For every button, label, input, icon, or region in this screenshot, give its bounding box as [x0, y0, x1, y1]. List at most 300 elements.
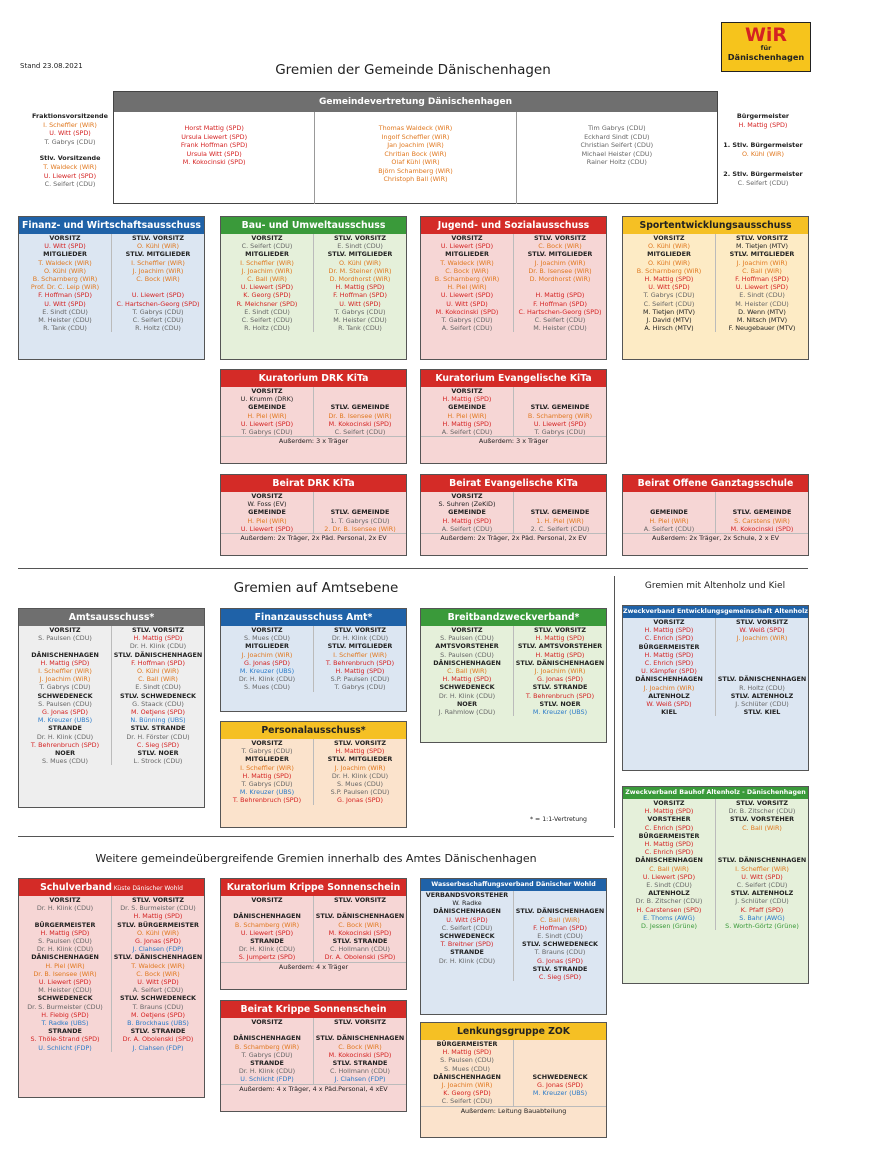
member-name: C. Bock (WiR) — [445, 266, 489, 275]
member-name: Dr. B. Isensee (WiR) — [328, 411, 392, 420]
box-sch — [18, 878, 205, 1098]
member-name: G. Jonas (SPD) — [537, 1081, 583, 1090]
role-label: DÄNISCHENHAGEN — [233, 1034, 301, 1043]
box-column — [221, 896, 313, 962]
role-label: VORSTEHER — [647, 815, 691, 824]
box-title — [19, 609, 204, 626]
member-name: S. Jumpertz (SPD) — [238, 953, 296, 962]
box-title-text: Kuratorium Krippe Sonnenschein — [226, 882, 401, 893]
stlv2-value: C. Seifert (CDU) — [737, 178, 789, 187]
member-name: H. Piel (WiR) — [45, 961, 85, 970]
member-name — [623, 492, 715, 500]
member-name: S. Carstens (WiR) — [734, 516, 790, 525]
member-name — [514, 283, 606, 291]
note: * = 1:1-Vertretung — [530, 816, 587, 823]
member-name — [314, 492, 406, 500]
role-label: STLV. DÄNISCHENHAGEN — [717, 675, 807, 684]
member-name: O. Kühl (WiR) — [339, 258, 381, 267]
member-name: Dr. H. Klink (CDU) — [331, 634, 389, 643]
role-label: STLV. VORSITZ — [131, 896, 185, 904]
member-name: J. Joachim (WiR) — [39, 675, 91, 684]
member-name: M. Kreuzer (UBS) — [239, 788, 295, 797]
box-title — [421, 879, 606, 891]
member-name: S. Paulsen (CDU) — [38, 634, 92, 643]
member-name: C. Hartschen-Georg (SPD) — [518, 307, 602, 316]
fraktion-2: U. Witt (SPD) — [49, 129, 91, 138]
member-name: H. Mattig (SPD) — [644, 275, 694, 284]
role-label: STRANDE — [450, 948, 484, 957]
member-name: C. Bock (WiR) — [538, 242, 582, 251]
role-label: VORSITZ — [451, 387, 483, 395]
member-name: J. Rahmlow (CDU) — [438, 708, 496, 717]
member-name: C. Ehrich (SPD) — [644, 848, 694, 857]
role-label: STLV. STRANDE — [532, 683, 588, 692]
gv-member: Björn Schamberg (WiR) — [378, 166, 453, 175]
box-title — [421, 1023, 606, 1040]
box-columns — [221, 492, 406, 533]
member-name: S. Paulsen (CDU) — [38, 699, 92, 708]
box-title — [623, 787, 808, 799]
member-name — [623, 500, 715, 508]
member-name: B. Schamberg (WiR) — [234, 920, 300, 929]
member-name: E. Sindt (CDU) — [739, 291, 785, 300]
role-label: STLV. KIEL — [743, 708, 781, 717]
member-name: S. Mues (CDU) — [243, 683, 291, 692]
member-name: B. Scharnberg (WiR) — [32, 275, 98, 284]
member-name: B. Schamberg (WiR) — [234, 1042, 300, 1051]
member-name: O. Kühl (WiR) — [648, 258, 690, 267]
box-column — [221, 1018, 313, 1084]
member-name: S. Mues (CDU) — [243, 634, 291, 643]
member-name — [716, 832, 808, 840]
gv-member: M. Kokocinski (SPD) — [182, 158, 246, 166]
box-column — [313, 234, 406, 332]
member-name: W. Weiß (SPD) — [739, 626, 785, 635]
box-kdrk — [220, 369, 407, 464]
divider-2 — [18, 836, 614, 837]
member-name: 1. H. Piel (WiR) — [536, 516, 584, 525]
member-name: C. Ball (WiR) — [540, 915, 580, 924]
box-kks — [220, 878, 407, 990]
member-name: M. Kreuzer (UBS) — [532, 1089, 588, 1098]
member-name: T. Brauns (CDU) — [534, 948, 586, 957]
stlv1-value: O. Kühl (WiR) — [742, 149, 784, 158]
member-name: K. Georg (SPD) — [243, 291, 291, 300]
member-name: D. Wenn (MTV) — [738, 307, 786, 316]
role-label: STLV. NOER — [539, 699, 581, 708]
box-bau — [220, 216, 407, 360]
member-name: Dr. H. Klink (CDU) — [36, 732, 94, 741]
member-name: N. Bünning (UBS) — [130, 716, 186, 725]
role-label: GEMEINDE — [248, 508, 286, 517]
member-name: C. Seifert (CDU) — [334, 428, 386, 437]
member-name: C. Bock (WiR) — [338, 920, 382, 929]
member-name: U. Liewert (SPD) — [440, 291, 494, 300]
member-name: J. Clahsen (FDP) — [132, 1043, 184, 1052]
box-columns — [19, 234, 204, 332]
role-label: STRANDE — [48, 1027, 82, 1036]
member-name: 2. C. Seifert (CDU) — [530, 524, 590, 533]
member-name: B. Scharnberg (WiR) — [434, 275, 500, 284]
member-name: T. Gabrys (CDU) — [334, 683, 386, 692]
box-column — [313, 739, 406, 805]
member-name: U. Liewert (SPD) — [533, 419, 587, 428]
member-name: C. Bock (WiR) — [338, 1042, 382, 1051]
box-footer: Außerdem: 2x Träger, 2x Schule, 2 x EV — [623, 533, 808, 542]
role-label: VORSITZ — [251, 1018, 283, 1026]
box-bog — [622, 474, 809, 556]
role-label: STLV. AMTSVORSTEHER — [517, 642, 603, 651]
member-name — [716, 651, 808, 659]
gemeindevertretung — [113, 91, 718, 204]
member-name: H. Mattig (SPD) — [133, 912, 183, 921]
logo-text: WiR — [744, 24, 788, 46]
member-name: H. Mattig (SPD) — [535, 650, 585, 659]
box-title-text: Kuratorium DRK KiTa — [258, 373, 369, 384]
member-name: H. Mattig (SPD) — [644, 626, 694, 635]
member-name: T. Gabrys (CDU) — [441, 316, 493, 325]
box-columns — [421, 492, 606, 533]
member-name: F. Hoffman (SPD) — [131, 658, 185, 667]
member-name: S. Mues (CDU) — [336, 780, 384, 789]
box-footer: Außerdem: 4 x Träger — [221, 962, 406, 971]
member-name: T. Waldeck (WiR) — [38, 258, 92, 267]
member-name: H. Mattig (SPD) — [442, 1048, 492, 1057]
member-name: U. Liewert (SPD) — [131, 291, 185, 300]
box-lnk — [420, 1022, 607, 1138]
member-name: T. Brauns (CDU) — [132, 1002, 184, 1011]
gv-member: Christian Seifert (CDU) — [580, 141, 654, 149]
box-title-text: Amtsausschuss* — [68, 612, 155, 623]
member-name: E. Sindt (CDU) — [244, 307, 290, 316]
box-subtitle: Küste Dänischer Wohld — [111, 885, 183, 892]
wir-logo — [721, 22, 811, 72]
box-column — [421, 492, 513, 533]
member-name: O. Kühl (WiR) — [137, 928, 179, 937]
role-label: STLV. STRANDE — [332, 1059, 388, 1068]
member-name: J. Joachim (WiR) — [241, 266, 293, 275]
box-title-text: Beirat Krippe Sonnenschein — [240, 1004, 387, 1015]
member-name: M. Heister (CDU) — [38, 986, 92, 995]
member-name: C. Hollmann (CDU) — [329, 1067, 391, 1076]
member-name: M. Kokocinski (SPD) — [328, 1050, 392, 1059]
member-name: C. Seifert (CDU) — [241, 242, 293, 251]
box-columns — [623, 799, 808, 930]
member-name: U. Witt (SPD) — [648, 283, 690, 292]
member-name: T. Radke (UBS) — [41, 1019, 89, 1028]
gv-wir — [314, 112, 515, 204]
member-name: G. Jonas (SPD) — [244, 658, 290, 667]
role-label: AMTSVORSTEHER — [435, 642, 499, 651]
fraktionsvorsitzende — [25, 112, 115, 189]
member-name: I. Scheffler (WiR) — [240, 763, 294, 772]
member-name: M. Oetjens (SPD) — [131, 708, 185, 717]
member-name: H. Mattig (SPD) — [335, 747, 385, 756]
section-altenholz: Gremien mit Altenholz und Kiel — [644, 581, 786, 591]
role-label: STLV. MITGLIEDER — [327, 755, 393, 764]
role-label: BÜRGERMEISTER — [638, 831, 700, 840]
member-name — [514, 1097, 606, 1105]
member-name: C. Seifert (CDU) — [736, 881, 788, 890]
member-name: B. Schamberg (WiR) — [527, 411, 593, 420]
member-name: G. Jonas (SPD) — [135, 937, 181, 946]
box-column — [221, 492, 313, 533]
member-name: G. Jonas (SPD) — [42, 708, 88, 717]
box-column — [715, 234, 808, 332]
role-label: STLV. VORSITZ — [131, 626, 185, 634]
role-label: STLV. SCHWEDENECK — [521, 940, 598, 949]
box-column — [421, 626, 513, 716]
member-name — [112, 283, 204, 291]
box-spo — [622, 216, 809, 360]
role-label: STRANDE — [250, 937, 284, 946]
member-name: J. Joachim (WiR) — [534, 667, 586, 676]
member-name: Dr. H. Klink (CDU) — [238, 675, 296, 684]
member-name: J. Schlüter (CDU) — [735, 897, 789, 906]
buergermeister-panel — [720, 112, 806, 188]
role-label: SCHWEDENECK — [37, 691, 93, 700]
member-name: T. Waldeck (WiR) — [440, 258, 494, 267]
member-name: H. Piel (WiR) — [447, 283, 487, 292]
member-name: E. Sindt (CDU) — [135, 683, 181, 692]
box-columns — [623, 492, 808, 533]
member-name: C. Seifert (CDU) — [132, 316, 184, 325]
role-label: STLV. VORSITZ — [333, 896, 387, 904]
box-title-text: Lenkungsgruppe ZOK — [456, 1026, 570, 1037]
member-name: S. Suhren (ZeKiD) — [438, 500, 496, 509]
box-title — [19, 879, 204, 896]
member-name: H. Mattig (SPD) — [442, 516, 492, 525]
member-name: R. Tank (CDU) — [338, 324, 382, 333]
role-label: SCHWEDENECK — [37, 994, 93, 1003]
gv-member: Horst Mattig (SPD) — [184, 124, 244, 132]
role-label: SCHWEDENECK — [439, 683, 495, 692]
bm-heading: Bürgermeister — [736, 112, 790, 120]
member-name: U. Witt (SPD) — [446, 299, 488, 308]
member-name: G. Staack (CDU) — [132, 699, 184, 708]
member-name: C. Sieg (SPD) — [136, 740, 180, 749]
member-name: D. Mordhorst (WiR) — [329, 275, 391, 284]
box-title-text: Breitbandzweckverband* — [447, 612, 580, 623]
gv-member: Frank Hoffman (SPD) — [180, 141, 248, 149]
member-name: F. Hoffman (SPD) — [38, 291, 92, 300]
member-name: W. Foss (EV) — [247, 500, 287, 509]
member-name: S. Mues (CDU) — [443, 1064, 491, 1073]
stlv-heading: Stlv. Vorsitzende — [39, 154, 101, 163]
member-name: I. Scheffler (WiR) — [333, 650, 387, 659]
member-name: Dr. H. Klink (CDU) — [129, 642, 187, 651]
box-column — [715, 618, 808, 716]
role-label: VORSITZ — [251, 234, 283, 242]
box-columns — [19, 626, 204, 765]
member-name: F. Hoffman (SPD) — [533, 299, 587, 308]
role-label: SCHWEDENECK — [439, 932, 495, 941]
member-name: J. David (MTV) — [646, 316, 692, 325]
role-label: STLV. MITGLIEDER — [527, 250, 593, 259]
member-name — [314, 500, 406, 508]
member-name: A. Seifert (CDU) — [643, 524, 695, 533]
fraktion-1: I. Scheffler (WiR) — [43, 120, 97, 129]
member-name: C. Ball (WiR) — [742, 266, 782, 275]
role-label: VORSITZ — [653, 618, 685, 626]
member-name: Dr. A. Obolenski (SPD) — [324, 953, 396, 962]
box-title-text: Finanzausschuss Amt* — [254, 612, 373, 623]
role-label: STLV. VORSTEHER — [729, 815, 795, 824]
member-name: J. Joachim (WiR) — [736, 258, 788, 267]
member-name: T. Breitner (SPD) — [440, 940, 494, 949]
role-label: STLV. STRANDE — [130, 724, 186, 733]
box-column — [715, 799, 808, 930]
box-column — [421, 387, 513, 436]
box-amt — [18, 608, 205, 808]
role-label: STLV. NOER — [137, 749, 179, 758]
role-label: VORSITZ — [653, 799, 685, 807]
member-name: C. Ball (WiR) — [247, 275, 287, 284]
box-columns — [421, 1040, 606, 1106]
stlv-2: U. Liewert (SPD) — [43, 171, 97, 180]
role-label: GEMEINDE — [448, 403, 486, 412]
member-name: M. Heister (CDU) — [333, 316, 387, 325]
member-name: C. Ball (WiR) — [447, 667, 487, 676]
box-footer: Außerdem: Leitung Bauabteilung — [421, 1106, 606, 1115]
member-name: F. Hoffman (SPD) — [735, 275, 789, 284]
box-column — [623, 492, 715, 533]
member-name: E. Thoms (AWG) — [643, 913, 695, 922]
box-columns — [623, 234, 808, 332]
member-name: S.P. Paulsen (CDU) — [330, 788, 390, 797]
member-name: J. Schlüter (CDU) — [735, 700, 789, 709]
gv-member: Ingolf Scheffler (WiR) — [381, 132, 450, 141]
member-name: M. Nitsch (MTV) — [736, 316, 788, 325]
box-column — [19, 896, 111, 1052]
box-title-text: Beirat Offene Ganztagsschule — [637, 478, 794, 489]
member-name: T. Behrenbruch (SPD) — [325, 658, 395, 667]
member-name: Dr. H. Klink (CDU) — [331, 771, 389, 780]
box-footer: Außerdem: 3 x Träger — [221, 436, 406, 445]
member-name: C. Bock (WiR) — [136, 275, 180, 284]
member-name: B. Brockhaus (UBS) — [127, 1019, 189, 1028]
box-title — [421, 370, 606, 387]
box-title-text: Jugend- und Sozialausschuss — [437, 220, 590, 231]
member-name: C. Ball (WiR) — [138, 675, 178, 684]
gv-cdu — [516, 112, 717, 204]
member-name: Dr. H. Förster (CDU) — [126, 732, 190, 741]
box-column — [221, 387, 313, 436]
member-name: T. Gabrys (CDU) — [334, 307, 386, 316]
box-column — [421, 891, 513, 981]
box-zve — [622, 605, 894, 771]
member-name: I. Scheffler (WiR) — [240, 258, 294, 267]
fraktion-3: T. Gabrys (CDU) — [44, 137, 96, 146]
member-name: M. Tietjen (MTV) — [735, 242, 789, 251]
role-label: STLV. VORSITZ — [533, 626, 587, 634]
member-name: Dr. B. Zitscher (CDU) — [728, 807, 796, 816]
role-label: DÄNISCHENHAGEN — [433, 907, 501, 916]
box-column — [421, 1040, 513, 1106]
box-title-text: Schulverband — [40, 882, 112, 893]
box-columns — [221, 1018, 406, 1084]
role-label: STLV. VORSITZ — [735, 799, 789, 807]
member-name: C. Hollmann (CDU) — [329, 945, 391, 954]
role-label: STLV. STRANDE — [332, 937, 388, 946]
box-title-text: Finanz- und Wirtschaftsausschuss — [22, 220, 201, 231]
role-label: GEMEINDE — [650, 508, 688, 517]
role-label: STLV. VORSITZ — [333, 1018, 387, 1026]
member-name: J. Joachim (WiR) — [441, 1081, 493, 1090]
box-column — [313, 387, 406, 436]
member-name: U. Liewert (SPD) — [240, 524, 294, 533]
member-name: O. Kühl (WiR) — [44, 266, 86, 275]
box-columns — [623, 618, 808, 716]
member-name: Dr. A. Obolenski (SPD) — [122, 1035, 194, 1044]
member-name: H. Piel (WiR) — [247, 411, 287, 420]
role-label: KIEL — [661, 708, 677, 717]
member-name: I. Scheffler (WiR) — [38, 667, 92, 676]
box-column — [715, 492, 808, 533]
member-name: H. Mattig (SPD) — [442, 419, 492, 428]
box-title-text: Kuratorium Evangelische KiTa — [435, 373, 592, 384]
member-name: O. Kühl (WiR) — [137, 667, 179, 676]
role-label: BÜRGERMEISTER — [34, 920, 96, 929]
member-name: C. Bock (WiR) — [136, 969, 180, 978]
member-name — [514, 500, 606, 508]
role-label: NOER — [54, 749, 76, 758]
box-kev — [420, 369, 607, 464]
member-name: H. Mattig (SPD) — [442, 395, 492, 404]
gv-member: Eckhard Sindt (CDU) — [584, 132, 650, 141]
member-name: I. Scheffler (WiR) — [735, 864, 789, 873]
box-title-text: Beirat DRK KiTa — [272, 478, 355, 489]
box-footer: Außerdem: 2x Träger, 2x Päd. Personal, 2x EV — [221, 533, 406, 542]
box-per — [220, 721, 407, 828]
member-name: T. Gabrys (CDU) — [241, 780, 293, 789]
role-label: SCHWEDENECK — [532, 1072, 588, 1081]
role-label: VORSITZ — [251, 626, 283, 634]
box-column — [513, 492, 606, 533]
box-bev — [420, 474, 607, 556]
role-label: STLV. MITGLIEDER — [327, 250, 393, 259]
member-name — [514, 1056, 606, 1064]
box-footer: Außerdem: 3 x Träger — [421, 436, 606, 445]
role-label: VORSITZ — [49, 896, 81, 904]
member-name: U. Liewert (SPD) — [240, 419, 294, 428]
gv-title: Gemeindevertretung Dänischenhagen — [114, 92, 717, 112]
gv-member: Chritian Bock (WiR) — [384, 149, 447, 158]
member-name: T. Gabrys (CDU) — [241, 1050, 293, 1059]
member-name: U. Witt (SPD) — [44, 299, 86, 308]
box-column — [513, 234, 606, 332]
member-name: J. Joachim (WiR) — [643, 683, 695, 692]
member-name: U. Schlicht (FDP) — [240, 1075, 294, 1084]
member-name: R. Holtz (CDU) — [739, 683, 785, 692]
member-name: H. Mattig (SPD) — [40, 658, 90, 667]
box-title — [421, 609, 606, 626]
member-name: Dr. H. Klink (CDU) — [238, 945, 296, 954]
member-name: G. Jonas (SPD) — [537, 675, 583, 684]
member-name — [716, 643, 808, 651]
member-name — [514, 395, 606, 403]
role-label: STLV. STRANDE — [532, 964, 588, 973]
divider-vertical — [614, 576, 615, 828]
box-title — [221, 879, 406, 896]
role-label: ALTENHOLZ — [648, 889, 690, 898]
role-label: STLV. VORSITZ — [333, 739, 387, 747]
member-name: U. Liewert (SPD) — [440, 242, 494, 251]
member-name: C. Ehrich (SPD) — [644, 823, 694, 832]
member-name: M. Kreuzer (UBS) — [532, 708, 588, 717]
member-name: I. Scheffler (WiR) — [131, 258, 185, 267]
member-name: Dr. H. Klink (CDU) — [238, 1067, 296, 1076]
